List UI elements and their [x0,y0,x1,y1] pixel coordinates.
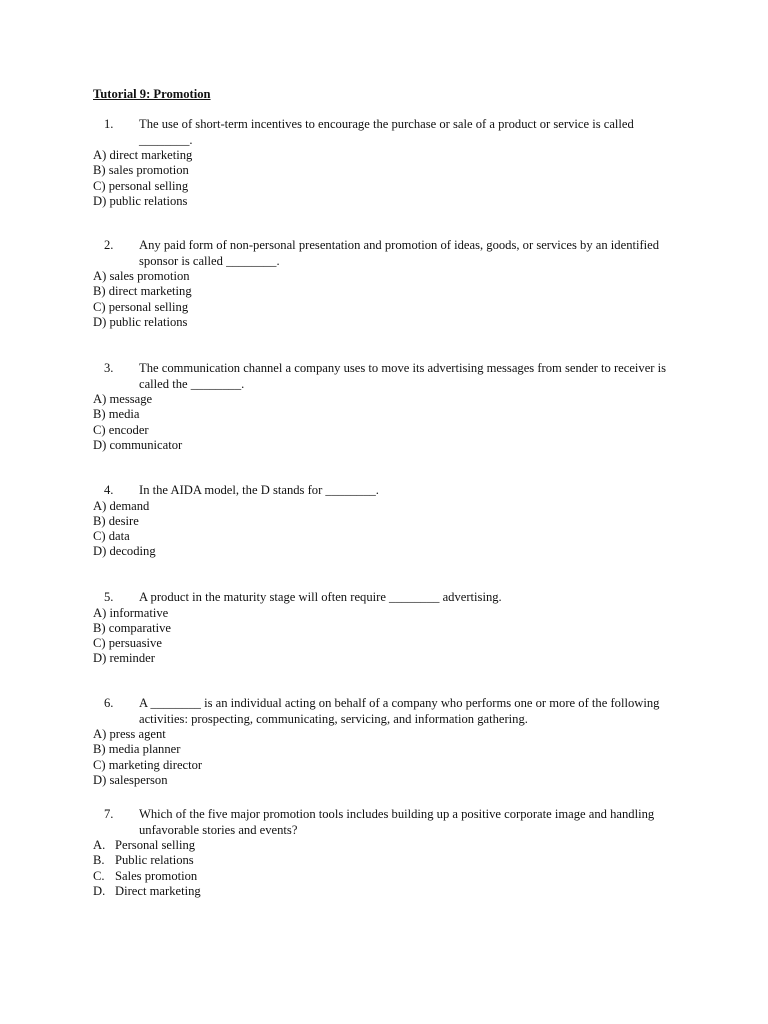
option-text: comparative [108,620,171,635]
answer-option [93,529,683,544]
question-number: 5. [104,590,114,604]
option-text: direct marketing [108,284,192,299]
option-text: encoder [108,422,149,437]
answer-option [93,651,683,666]
question-stem [93,590,683,606]
answer-option [93,884,683,899]
question-number: 1. [104,117,114,131]
answer-option [93,315,683,330]
option-letter: A) [93,727,107,741]
question-number: 3. [104,361,114,375]
answer-option [93,606,683,621]
answer-options [93,838,683,899]
option-letter: B) [93,620,106,635]
question-text: The use of short-term incentives to encourage the purchase or sale of a product or service is called ________. [139,117,634,147]
option-text: persuasive [108,636,162,651]
option-text: press agent [109,727,166,741]
answer-option [93,438,683,453]
option-letter: A) [93,392,107,406]
option-text: salesperson [109,772,168,787]
answer-options [93,727,683,788]
question-number: 2. [104,238,114,252]
option-letter: D) [93,437,107,452]
option-letter: C) [93,422,106,437]
question-2 [93,238,683,330]
option-letter: B) [93,163,106,178]
option-letter: C) [93,757,106,772]
answer-option [93,544,683,559]
option-text: media planner [108,742,181,757]
option-letter: D) [93,314,107,329]
option-text: Public relations [115,853,194,868]
question-text: Which of the five major promotion tools includes building up a positive corporate image and handling unfavorable stories and events? [139,807,655,837]
question-7 [93,807,683,899]
option-letter: B) [93,407,106,422]
option-text: sales promotion [108,163,189,178]
option-letter: B. [93,853,105,868]
question-1 [93,117,683,209]
question-number: 7. [104,807,114,821]
answer-option [93,269,683,284]
option-text: message [109,392,153,406]
option-letter: B) [93,742,106,757]
answer-option [93,742,683,757]
option-text: decoding [109,544,156,559]
option-letter: D) [93,772,107,787]
answer-option [93,853,683,868]
option-text: Sales promotion [115,868,198,883]
answer-option [93,499,683,514]
option-text: demand [109,498,150,513]
option-text: public relations [109,314,188,329]
question-stem [93,117,683,148]
option-letter: A) [93,148,107,162]
answer-options [93,269,683,330]
answer-option [93,869,683,884]
option-letter: D. [93,883,106,898]
answer-option [93,284,683,299]
option-letter: C) [93,178,106,193]
answer-option [93,179,683,194]
answer-option [93,621,683,636]
page-title: Tutorial 9: Promotion [93,87,211,101]
answer-option [93,758,683,773]
question-number: 4. [104,483,114,497]
answer-option [93,423,683,438]
answer-option [93,773,683,788]
option-letter: C) [93,529,106,544]
question-stem [93,483,683,499]
answer-option [93,300,683,315]
option-text: informative [109,605,169,620]
answer-option [93,194,683,209]
question-stem [93,696,683,727]
answer-option [93,838,683,853]
question-stem [93,361,683,392]
option-letter: D) [93,544,107,559]
option-letter: C) [93,636,106,651]
option-letter: A) [93,269,107,283]
answer-option [93,636,683,651]
option-letter: A) [93,605,107,620]
answer-option [93,727,683,742]
question-text: The communication channel a company uses to move its advertising messages from sender to receiver is called the ________. [139,361,667,391]
answer-option [93,514,683,529]
option-letter: B) [93,284,106,299]
option-text: marketing director [108,757,203,772]
question-3 [93,361,683,453]
option-text: personal selling [108,178,189,193]
option-letter: C. [93,868,105,883]
question-4 [93,483,683,560]
option-text: personal selling [108,299,189,314]
option-text: communicator [109,437,183,452]
option-text: reminder [109,651,155,666]
option-letter: B) [93,513,106,528]
answer-options [93,148,683,209]
option-text: public relations [109,193,188,208]
answer-option [93,163,683,178]
option-text: Personal selling [115,838,196,852]
option-letter: D) [93,651,107,666]
option-letter: A. [93,838,106,852]
question-text: A ________ is an individual acting on behalf of a company who performs one or more of the following activities: prospecting, communicating, servicing, and information gathering. [139,696,660,726]
answer-option [93,392,683,407]
answer-options [93,606,683,667]
question-text: In the AIDA model, the D stands for ________. [139,483,379,497]
question-number: 6. [104,696,114,710]
option-text: direct marketing [109,148,193,162]
option-letter: A) [93,498,107,513]
answer-options [93,499,683,560]
option-text: Direct marketing [115,883,201,898]
option-text: sales promotion [109,269,190,283]
question-stem [93,807,683,838]
question-6 [93,696,683,788]
option-text: media [108,407,140,422]
answer-option [93,407,683,422]
question-text: A product in the maturity stage will often require ________ advertising. [139,590,502,604]
option-letter: C) [93,299,106,314]
answer-options [93,392,683,453]
option-text: data [108,529,130,544]
option-letter: D) [93,193,107,208]
question-5 [93,590,683,667]
question-stem [93,238,683,269]
answer-option [93,148,683,163]
option-text: desire [108,513,139,528]
question-text: Any paid form of non-personal presentation and promotion of ideas, goods, or services by an identified sponsor is called ________. [139,238,660,268]
